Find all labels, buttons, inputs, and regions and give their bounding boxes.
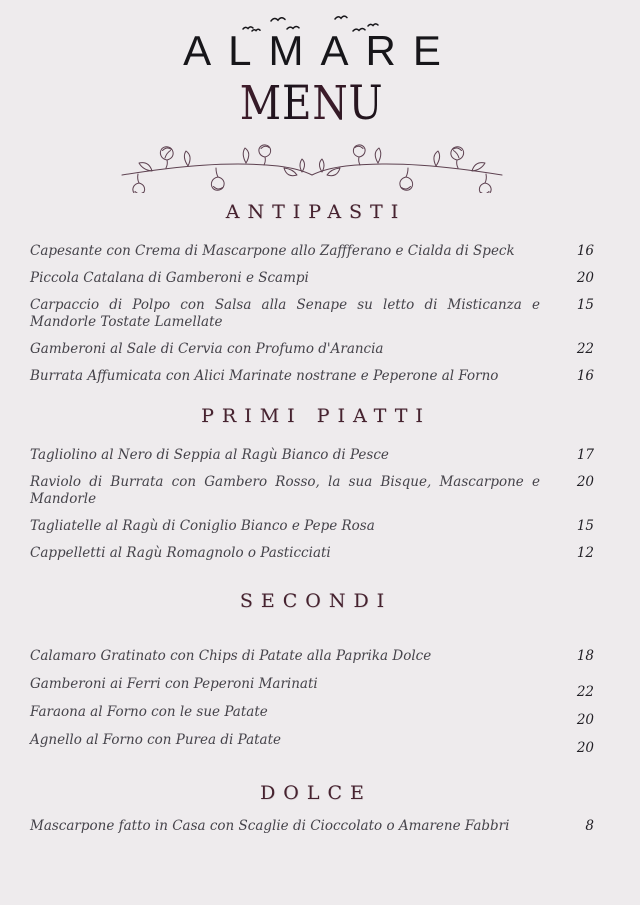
section-items bbox=[30, 243, 594, 385]
menu-item-price: 8 bbox=[585, 817, 594, 834]
menu-item-name: Tagliolino al Nero di Seppia al Ragù Bianco di Pesce bbox=[30, 446, 389, 463]
section-dolce bbox=[30, 782, 594, 835]
menu-item-row bbox=[30, 270, 594, 287]
section-antipasti bbox=[30, 201, 594, 385]
menu-item-name: Raviolo di Burrata con Gambero Rosso, la sua Bisque, Mascarpone e Mandorle bbox=[30, 473, 540, 507]
menu-item-row bbox=[30, 518, 594, 535]
menu-item-name: Mascarpone fatto in Casa con Scaglie di Cioccolato o Amarene Fabbri bbox=[30, 817, 510, 834]
menu-subtitle: MENU bbox=[240, 76, 384, 131]
section-title-secondi: SECONDI bbox=[239, 589, 393, 612]
menu-item-name: Carpaccio di Polpo con Salsa alla Senape su letto di Misticanza e Mandorle Tostate Lamellate bbox=[30, 296, 540, 330]
section-primi-piatti bbox=[30, 405, 594, 562]
section-secondi bbox=[30, 589, 594, 756]
section-title-primi-piatti: PRIMI PIATTI bbox=[201, 404, 431, 427]
menu-item-name: Tagliatelle al Ragù di Coniglio Bianco e Pepe Rosa bbox=[30, 517, 375, 534]
menu-item-name: Faraona al Forno con le sue Patate bbox=[30, 703, 268, 720]
menu-item-row bbox=[30, 675, 594, 700]
menu-item-price: 20 bbox=[576, 711, 594, 728]
menu-item-row bbox=[30, 731, 594, 756]
menu-item-name: Agnello al Forno con Purea di Patate bbox=[30, 731, 282, 748]
menu-item-name: Capesante con Crema di Mascarpone allo Zaffferano e Cialda di Speck bbox=[30, 242, 515, 259]
menu-item-price: 12 bbox=[576, 544, 594, 561]
menu-item-name: Piccola Catalana di Gamberoni e Scampi bbox=[30, 269, 309, 286]
menu-item-row bbox=[30, 447, 594, 464]
menu-item-price: 15 bbox=[576, 296, 594, 313]
floral-divider-icon bbox=[118, 141, 506, 193]
menu-item-row bbox=[30, 341, 594, 358]
menu-item-name: Cappelletti al Ragù Romagnolo o Pasticciati bbox=[30, 544, 331, 561]
menu-item-price: 15 bbox=[576, 517, 594, 534]
menu-item-row bbox=[30, 703, 594, 728]
menu-item-row bbox=[30, 648, 594, 665]
menu-item-price: 16 bbox=[576, 367, 594, 384]
section-items bbox=[30, 647, 594, 756]
menu-item-price: 20 bbox=[576, 473, 594, 490]
menu-item-name: Gamberoni al Sale di Cervia con Profumo d'Arancia bbox=[30, 340, 384, 357]
menu-item-row bbox=[30, 545, 594, 562]
menu-item-row bbox=[30, 368, 594, 385]
menu-item-name: Gamberoni ai Ferri con Peperoni Marinati bbox=[30, 675, 318, 692]
menu-item-price: 20 bbox=[576, 739, 594, 756]
section-title-antipasti: ANTIPASTI bbox=[225, 200, 407, 223]
menu-item-price: 18 bbox=[576, 647, 594, 664]
section-items bbox=[30, 447, 594, 562]
menu-item-price: 20 bbox=[576, 269, 594, 286]
section-items bbox=[30, 818, 594, 835]
restaurant-title: ALMARE bbox=[183, 27, 458, 74]
menu-item-price: 17 bbox=[576, 446, 594, 463]
menu-item-name: Burrata Affumicata con Alici Marinate nostrane e Peperone al Forno bbox=[30, 367, 499, 384]
menu-item-row bbox=[30, 818, 594, 835]
menu-item-price: 16 bbox=[576, 242, 594, 259]
menu-item-row bbox=[30, 474, 594, 508]
menu-item-name: Calamaro Gratinato con Chips di Patate alla Paprika Dolce bbox=[30, 647, 432, 664]
section-title-dolce: DOLCE bbox=[260, 781, 372, 804]
menu-item-row bbox=[30, 297, 594, 331]
menu-header bbox=[30, 12, 594, 193]
menu-item-row bbox=[30, 243, 594, 260]
menu-item-price: 22 bbox=[576, 683, 594, 700]
menu-item-price: 22 bbox=[576, 340, 594, 357]
